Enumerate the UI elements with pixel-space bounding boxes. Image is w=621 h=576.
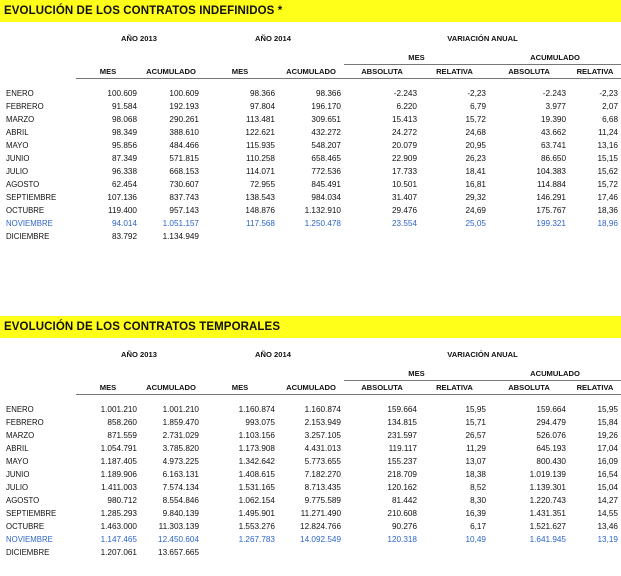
mes-2014: 117.568	[246, 219, 275, 228]
table-row	[0, 468, 621, 481]
col-abs-acum: ABSOLUTA	[489, 381, 569, 395]
rel-mes: 16,39	[465, 509, 486, 518]
rel-acum: 13,46	[597, 522, 618, 531]
month-label: OCTUBRE	[6, 206, 45, 215]
rel-acum: 17,04	[597, 444, 618, 453]
acum-2013: 7.574.134	[162, 483, 199, 492]
mes-2013: 107.136	[107, 193, 137, 202]
acum-2014: 196.170	[311, 102, 341, 111]
abs-mes: 119.117	[388, 444, 417, 453]
rel-acum: 11,24	[598, 128, 618, 137]
mes-2013: 96.338	[111, 167, 137, 176]
col-mes-2014: MES	[202, 381, 278, 395]
mes-2013: 100.609	[107, 89, 137, 98]
abs-acum: 1.019.139	[529, 470, 566, 479]
rel-acum: 15,04	[597, 483, 618, 492]
abs-acum: 175.767	[536, 206, 566, 215]
mes-2014: 72.955	[249, 180, 275, 189]
acum-2013: 1.001.210	[162, 405, 199, 414]
rel-acum: 17,46	[597, 193, 618, 202]
year-2013-header: AÑO 2013	[121, 350, 157, 359]
acum-2014: 11.271.490	[300, 509, 341, 518]
rel-mes: 8,30	[470, 496, 486, 505]
rel-mes: 25,05	[465, 219, 486, 228]
mes-2013: 1.054.791	[100, 444, 137, 453]
month-label: MAYO	[6, 141, 29, 150]
rel-mes: 20,95	[465, 141, 486, 150]
table-row	[0, 126, 621, 139]
acum-2013: 1.051.157	[162, 219, 199, 228]
acum-2014: 7.182.270	[304, 470, 341, 479]
acum-2013: 12.450.604	[158, 535, 199, 544]
acum-2013: 13.657.665	[158, 548, 199, 557]
rel-mes: 15,72	[465, 115, 486, 124]
header-row-years	[0, 32, 621, 45]
abs-mes: 120.318	[387, 535, 417, 544]
acum-2014: 8.713.435	[304, 483, 341, 492]
month-label: DICIEMBRE	[6, 548, 50, 557]
acum-2014: 984.034	[311, 193, 341, 202]
acum-2013: 9.840.139	[162, 509, 199, 518]
abs-mes: 81.442	[391, 496, 417, 505]
table-row	[0, 429, 621, 442]
rel-mes: 11,29	[466, 444, 486, 453]
mes-2013: 871.559	[107, 431, 137, 440]
rel-acum: 15,15	[597, 154, 618, 163]
abs-mes: -2.243	[393, 89, 417, 98]
acum-2013: 192.193	[169, 102, 199, 111]
abs-acum: 526.076	[536, 431, 566, 440]
rel-mes: 18,41	[465, 167, 486, 176]
mes-2014: 1.173.908	[238, 444, 275, 453]
abs-mes: 20.079	[391, 141, 417, 150]
table-row	[0, 403, 621, 416]
abs-acum: 146.291	[536, 193, 566, 202]
abs-acum: 86.650	[540, 154, 566, 163]
month-label: NOVIEMBRE	[6, 219, 53, 228]
acum-2014: 432.272	[311, 128, 341, 137]
acum-2014: 1.160.874	[304, 405, 341, 414]
mes-2014: 114.071	[246, 167, 275, 176]
abs-mes	[344, 230, 420, 243]
header-row-columns	[0, 381, 621, 395]
rel-mes: 6,17	[470, 522, 486, 531]
abs-mes: 90.276	[391, 522, 417, 531]
rel-acum: 15,84	[597, 418, 618, 427]
mes-2013: 858.260	[107, 418, 137, 427]
abs-mes: 210.608	[387, 509, 417, 518]
acum-2013: 8.554.846	[162, 496, 199, 505]
abs-acum: 800.430	[536, 457, 566, 466]
acum-2013: 388.610	[169, 128, 199, 137]
section-title: EVOLUCIÓN DE LOS CONTRATOS TEMPORALES	[0, 316, 621, 338]
year-2014-header: AÑO 2014	[255, 34, 291, 43]
mes-2013: 62.454	[111, 180, 137, 189]
abs-mes: 6.220	[396, 102, 417, 111]
acum-2014: 12.824.766	[300, 522, 341, 531]
abs-mes: 120.162	[387, 483, 417, 492]
indefinidos-body	[0, 87, 621, 243]
acum-2014: 1.250.478	[304, 219, 341, 228]
acum-2014: 2.153.949	[304, 418, 341, 427]
abs-acum: 43.662	[540, 128, 566, 137]
mes-2014: 113.481	[246, 115, 275, 124]
mes-2014: 1.553.276	[238, 522, 275, 531]
var-mes-header: MES	[344, 367, 489, 381]
acum-2014: 98.366	[315, 89, 341, 98]
abs-mes: 17.733	[391, 167, 417, 176]
abs-acum	[489, 230, 569, 243]
table-row	[0, 507, 621, 520]
col-acum-2013: ACUMULADO	[140, 65, 202, 79]
abs-acum: 1.521.627	[529, 522, 566, 531]
table-row	[0, 191, 621, 204]
rel-acum: 6,68	[602, 115, 618, 124]
month-label: ENERO	[6, 405, 34, 414]
acum-2014: 309.651	[311, 115, 341, 124]
mes-2014: 122.621	[245, 128, 275, 137]
rel-mes: 13,07	[465, 457, 486, 466]
table-row	[0, 494, 621, 507]
col-acum-2013: ACUMULADO	[140, 381, 202, 395]
var-acumulado-header: ACUMULADO	[489, 51, 621, 65]
rel-acum: 19,26	[597, 431, 618, 440]
mes-2014: 98.366	[249, 89, 275, 98]
abs-acum: 159.664	[536, 405, 566, 414]
month-label: AGOSTO	[6, 180, 40, 189]
rel-acum: 18,36	[597, 206, 618, 215]
mes-2013: 1.189.906	[100, 470, 137, 479]
col-mes-2013: MES	[76, 381, 140, 395]
rel-acum: 14,55	[597, 509, 618, 518]
mes-2014: 138.543	[245, 193, 275, 202]
acum-2014: 1.132.910	[304, 206, 341, 215]
acum-2013: 1.134.949	[162, 232, 199, 241]
mes-2013: 1.207.061	[100, 548, 137, 557]
rel-acum: 15,95	[597, 405, 618, 414]
abs-acum: 114.884	[537, 180, 566, 189]
mes-2013: 1.285.293	[100, 509, 137, 518]
header-row-groups	[0, 51, 621, 65]
acum-2014	[278, 546, 344, 559]
mes-2013: 98.349	[111, 128, 137, 137]
temporales-table	[0, 348, 621, 559]
section-title: EVOLUCIÓN DE LOS CONTRATOS INDEFINIDOS *	[0, 0, 621, 22]
rel-acum: 16,09	[597, 457, 618, 466]
acum-2013: 100.609	[169, 89, 199, 98]
col-mes-2014: MES	[202, 65, 278, 79]
col-rel-acum: RELATIVA	[569, 381, 621, 395]
abs-mes: 31.407	[391, 193, 417, 202]
abs-acum: 645.193	[536, 444, 566, 453]
mes-2014: 148.876	[245, 206, 275, 215]
variation-header: VARIACIÓN ANUAL	[447, 350, 518, 359]
rel-acum: 14,27	[597, 496, 618, 505]
acum-2013: 3.785.820	[162, 444, 199, 453]
mes-2013: 94.014	[111, 219, 137, 228]
mes-2014: 115.935	[246, 141, 275, 150]
acum-2013: 484.466	[169, 141, 199, 150]
table-row	[0, 230, 621, 243]
acum-2014: 14.092.549	[300, 535, 341, 544]
mes-2013: 87.349	[111, 154, 137, 163]
abs-mes: 159.664	[387, 405, 417, 414]
month-label: JULIO	[6, 483, 29, 492]
acum-2014: 9.775.589	[304, 496, 341, 505]
abs-acum: 104.383	[536, 167, 566, 176]
rel-acum: 13,19	[597, 535, 618, 544]
mes-2013: 91.584	[111, 102, 137, 111]
abs-acum: 1.431.351	[529, 509, 566, 518]
mes-2013: 980.712	[107, 496, 137, 505]
table-row	[0, 533, 621, 546]
rel-mes: 24,69	[465, 206, 486, 215]
mes-2014: 1.160.874	[238, 405, 275, 414]
col-abs-mes: ABSOLUTA	[344, 381, 420, 395]
month-label: MAYO	[6, 457, 29, 466]
acum-2013: 668.153	[169, 167, 199, 176]
abs-acum: 63.741	[540, 141, 566, 150]
abs-mes: 29.476	[391, 206, 417, 215]
rel-acum: 13,16	[597, 141, 618, 150]
mes-2013: 1.001.210	[100, 405, 137, 414]
table-row	[0, 520, 621, 533]
month-label: FEBRERO	[6, 102, 44, 111]
abs-acum: -2.243	[542, 89, 566, 98]
rel-mes: 18,38	[465, 470, 486, 479]
mes-2014: 1.495.901	[238, 509, 275, 518]
month-label: MARZO	[6, 431, 35, 440]
acum-2013: 730.607	[169, 180, 199, 189]
year-2013-header: AÑO 2013	[121, 34, 157, 43]
rel-mes: -2,23	[467, 89, 486, 98]
rel-acum: 18,96	[597, 219, 618, 228]
abs-acum: 3.977	[545, 102, 566, 111]
acum-2013: 290.261	[169, 115, 199, 124]
header-row-columns	[0, 65, 621, 79]
temporales-section	[0, 316, 621, 557]
rel-acum	[569, 546, 621, 559]
table-row	[0, 481, 621, 494]
rel-acum: 16,54	[597, 470, 618, 479]
mes-2014	[202, 546, 278, 559]
rel-acum: -2,23	[599, 89, 618, 98]
month-label: ABRIL	[6, 444, 29, 453]
indefinidos-table	[0, 32, 621, 243]
rel-mes: 29,32	[465, 193, 486, 202]
col-mes-2013: MES	[76, 65, 140, 79]
abs-mes: 22.909	[391, 154, 417, 163]
acum-2013: 2.731.029	[162, 431, 199, 440]
month-label: SEPTIEMBRE	[6, 509, 57, 518]
rel-mes: 26,57	[465, 431, 486, 440]
mes-2013: 1.463.000	[100, 522, 137, 531]
table-row	[0, 455, 621, 468]
abs-acum	[489, 546, 569, 559]
acum-2013: 571.815	[169, 154, 199, 163]
header-row-groups	[0, 367, 621, 381]
table-row	[0, 546, 621, 559]
table-row	[0, 416, 621, 429]
table-row	[0, 204, 621, 217]
var-mes-header: MES	[344, 51, 489, 65]
table-row	[0, 442, 621, 455]
mes-2013: 1.187.405	[100, 457, 137, 466]
table-row	[0, 100, 621, 113]
month-label: JULIO	[6, 167, 29, 176]
mes-2014: 1.408.615	[238, 470, 275, 479]
year-2014-header: AÑO 2014	[255, 350, 291, 359]
abs-acum: 1.220.743	[529, 496, 566, 505]
abs-mes: 218.709	[387, 470, 417, 479]
month-label: ENERO	[6, 89, 34, 98]
rel-mes	[420, 546, 489, 559]
col-acum-2014: ACUMULADO	[278, 65, 344, 79]
acum-2013: 957.143	[169, 206, 199, 215]
month-label: ABRIL	[6, 128, 29, 137]
month-label: SEPTIEMBRE	[6, 193, 57, 202]
abs-acum: 294.479	[536, 418, 566, 427]
abs-acum: 1.641.945	[529, 535, 566, 544]
acum-2014: 548.207	[311, 141, 341, 150]
rel-mes: 24,68	[465, 128, 486, 137]
table-row	[0, 165, 621, 178]
month-label: JUNIO	[6, 154, 30, 163]
rel-mes: 6,79	[470, 102, 486, 111]
abs-acum: 19.390	[540, 115, 566, 124]
mes-2014: 1.062.154	[238, 496, 275, 505]
abs-mes: 155.237	[387, 457, 417, 466]
mes-2014: 1.342.642	[238, 457, 275, 466]
mes-2014: 110.258	[246, 154, 275, 163]
col-rel-mes: RELATIVA	[420, 381, 489, 395]
month-label: NOVIEMBRE	[6, 535, 53, 544]
rel-mes: 8,52	[470, 483, 486, 492]
abs-mes: 15.413	[391, 115, 417, 124]
month-label: FEBRERO	[6, 418, 44, 427]
rel-acum: 15,62	[597, 167, 618, 176]
header-row-years	[0, 348, 621, 361]
var-acumulado-header: ACUMULADO	[489, 367, 621, 381]
table-row	[0, 113, 621, 126]
rel-mes: 26,23	[465, 154, 486, 163]
mes-2013: 98.068	[111, 115, 137, 124]
col-rel-mes: RELATIVA	[420, 65, 489, 79]
acum-2014: 3.257.105	[304, 431, 341, 440]
acum-2014	[278, 230, 344, 243]
abs-acum: 1.139.301	[529, 483, 566, 492]
table-row	[0, 217, 621, 230]
month-label: OCTUBRE	[6, 522, 45, 531]
table-row	[0, 178, 621, 191]
acum-2013: 837.743	[169, 193, 199, 202]
month-label: DICIEMBRE	[6, 232, 50, 241]
acum-2013: 4.973.225	[162, 457, 199, 466]
mes-2013: 119.400	[108, 206, 137, 215]
rel-acum	[569, 230, 621, 243]
mes-2014: 1.103.156	[238, 431, 275, 440]
abs-mes: 10.501	[391, 180, 417, 189]
indefinidos-section	[0, 0, 621, 241]
acum-2013: 6.163.131	[162, 470, 199, 479]
month-label: MARZO	[6, 115, 35, 124]
table-row	[0, 139, 621, 152]
rel-mes: 15,95	[465, 405, 486, 414]
month-label: AGOSTO	[6, 496, 40, 505]
mes-2014: 1.531.165	[238, 483, 275, 492]
temporales-body	[0, 403, 621, 559]
mes-2013: 1.411.003	[101, 483, 137, 492]
acum-2014: 4.431.013	[304, 444, 341, 453]
abs-mes: 231.597	[387, 431, 417, 440]
acum-2013: 1.859.470	[162, 418, 199, 427]
mes-2013: 95.856	[111, 141, 137, 150]
acum-2013: 11.303.139	[158, 522, 199, 531]
rel-mes	[420, 230, 489, 243]
mes-2013: 1.147.465	[100, 535, 137, 544]
month-label: JUNIO	[6, 470, 30, 479]
acum-2014: 845.491	[311, 180, 341, 189]
abs-mes: 23.554	[391, 219, 417, 228]
col-abs-mes: ABSOLUTA	[344, 65, 420, 79]
rel-mes: 15,71	[465, 418, 486, 427]
rel-acum: 15,72	[597, 180, 618, 189]
abs-mes	[344, 546, 420, 559]
abs-mes: 24.272	[391, 128, 417, 137]
mes-2014	[202, 230, 278, 243]
rel-mes: 16,81	[465, 180, 486, 189]
abs-acum: 199.321	[536, 219, 566, 228]
rel-mes: 10,49	[465, 535, 486, 544]
col-rel-acum: RELATIVA	[569, 65, 621, 79]
mes-2014: 993.075	[245, 418, 275, 427]
mes-2013: 83.792	[111, 232, 137, 241]
table-row	[0, 152, 621, 165]
rel-acum: 2,07	[602, 102, 618, 111]
table-row	[0, 87, 621, 100]
acum-2014: 658.465	[311, 154, 341, 163]
mes-2014: 97.804	[249, 102, 275, 111]
acum-2014: 772.536	[311, 167, 341, 176]
col-abs-acum: ABSOLUTA	[489, 65, 569, 79]
acum-2014: 5.773.655	[304, 457, 341, 466]
abs-mes: 134.815	[387, 418, 417, 427]
col-acum-2014: ACUMULADO	[278, 381, 344, 395]
mes-2014: 1.267.783	[238, 535, 275, 544]
variation-header: VARIACIÓN ANUAL	[447, 34, 518, 43]
